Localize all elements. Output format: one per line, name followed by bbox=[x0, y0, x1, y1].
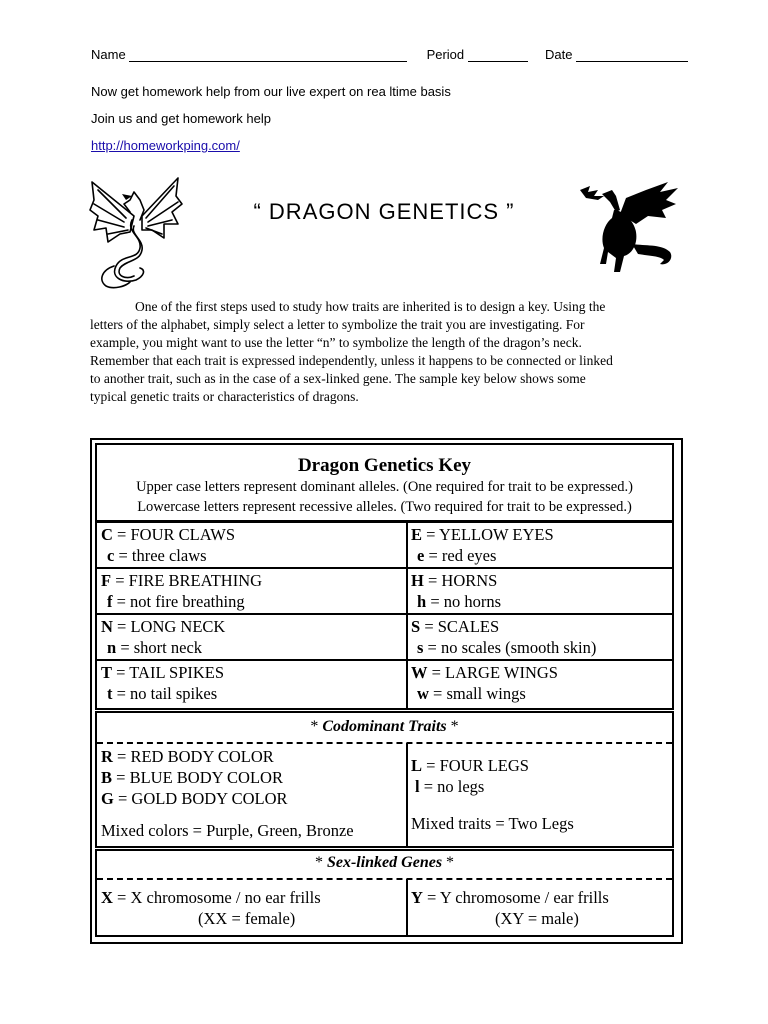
color-gold: G = GOLD BODY COLOR bbox=[101, 789, 288, 808]
intro-line-5: to another trait, such as in the case of a sex-linked gene. The sample key below shows some bbox=[90, 371, 586, 386]
trait-fire-breathing: F = FIRE BREATHING f = not fire breathing bbox=[101, 571, 263, 611]
period-label: Period bbox=[426, 47, 465, 62]
page-title: “ DRAGON GENETICS ” bbox=[253, 199, 515, 224]
sex-linked-section bbox=[95, 849, 674, 937]
genetics-key-table bbox=[90, 438, 683, 944]
mixed-traits: Mixed traits = Two Legs bbox=[411, 814, 574, 833]
color-red: R = RED BODY COLOR bbox=[101, 747, 274, 766]
trait-tail-spikes: T = TAIL SPIKES t = no tail spikes bbox=[101, 663, 225, 703]
traits-grid bbox=[95, 521, 674, 710]
codominant-title: * Codominant Traits * bbox=[310, 718, 459, 735]
color-blue: B = BLUE BODY COLOR bbox=[101, 768, 283, 787]
intro-line-2: letters of the alphabet, simply select a letter to symbolize the trait you are investigating. For bbox=[90, 317, 585, 332]
trait-eyes: E = YELLOW EYES e = red eyes bbox=[411, 525, 554, 565]
dominant-note: Upper case letters represent dominant alleles. (One required for trait to be expressed.) bbox=[136, 479, 633, 495]
intro-line-4: Remember that each trait is expressed independently, unless it happens to be connected or linked bbox=[90, 353, 613, 368]
y-chromosome: Y = Y chromosome / ear frills (XY = male) bbox=[411, 888, 609, 928]
date-label: Date bbox=[545, 47, 573, 62]
homework-link[interactable]: http://homeworkping.com/ bbox=[91, 138, 240, 153]
codominant-section bbox=[95, 711, 674, 848]
mixed-colors: Mixed colors = Purple, Green, Bronze bbox=[101, 821, 354, 840]
trait-neck: N = LONG NECK n = short neck bbox=[101, 617, 226, 657]
promo-line-1: Now get homework help from our live expert on rea ltime basis bbox=[91, 84, 451, 99]
intro-paragraph bbox=[90, 298, 680, 406]
intro-line-3: example, you might want to use the letter “n” to symbolize the length of the dragon’s neck. bbox=[90, 335, 582, 350]
trait-wings: W = LARGE WINGS w = small wings bbox=[411, 663, 558, 703]
intro-line-1: One of the first steps used to study how traits are inherited is to design a key. Using the bbox=[135, 299, 606, 314]
dragon-silhouette-icon bbox=[576, 180, 680, 280]
dragon-outline-icon bbox=[86, 170, 186, 290]
sex-linked-title: * Sex-linked Genes * bbox=[314, 854, 455, 871]
name-label: Name bbox=[91, 47, 126, 62]
intro-line-6: typical genetic traits or characteristics of dragons. bbox=[90, 389, 359, 404]
key-header bbox=[95, 443, 674, 522]
key-title: Dragon Genetics Key bbox=[297, 455, 472, 476]
trait-legs: L = FOUR LEGS l = no legs bbox=[411, 756, 529, 796]
name-field[interactable] bbox=[129, 47, 407, 62]
recessive-note: Lowercase letters represent recessive alleles. (Two required for trait to be expressed.) bbox=[137, 499, 632, 515]
body-colors bbox=[101, 746, 288, 809]
header-fields bbox=[91, 47, 688, 62]
promo-line-2: Join us and get homework help bbox=[91, 111, 271, 126]
trait-claws: C = FOUR CLAWS c = three claws bbox=[101, 525, 236, 565]
trait-horns: H = HORNS h = no horns bbox=[411, 571, 502, 611]
period-field[interactable] bbox=[468, 47, 528, 62]
date-field[interactable] bbox=[576, 47, 688, 62]
x-chromosome: X = X chromosome / no ear frills (XX = female) bbox=[101, 888, 321, 928]
trait-scales: S = SCALES s = no scales (smooth skin) bbox=[411, 617, 597, 657]
